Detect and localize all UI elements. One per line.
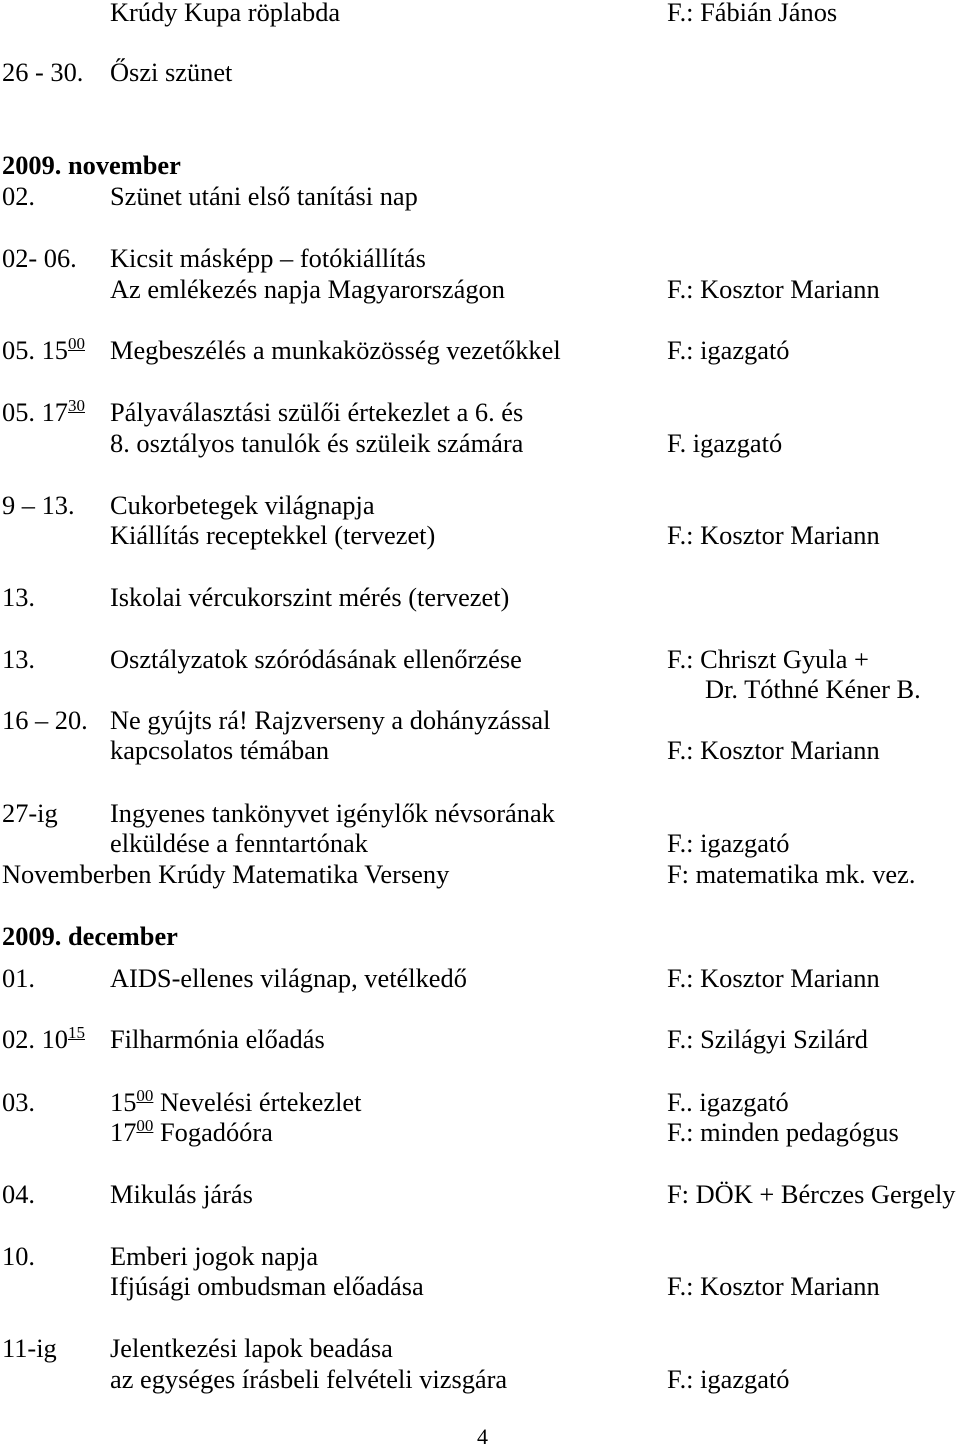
time-superscript: 15: [68, 1023, 85, 1042]
month-heading: 2009. december: [2, 921, 178, 951]
time-superscript: 00: [136, 1086, 154, 1105]
event-text: AIDS-ellenes világnap, vetélkedő: [110, 963, 467, 993]
time-text: 17: [110, 1117, 137, 1147]
event-text: Pályaválasztási szülői értekezlet a 6. és: [110, 397, 524, 427]
event-text: Őszi szünet: [110, 57, 233, 87]
date-time: [2, 397, 85, 431]
date-text: 13.: [2, 582, 35, 612]
event-text: Ne gyújts rá! Rajzverseny a dohányzással: [110, 705, 551, 735]
responsible-text: Dr. Tóthné Kéner B.: [705, 674, 921, 704]
event-text: Megbeszélés a munkaközösség vezetőkkel: [110, 335, 561, 365]
date-text: 01.: [2, 963, 35, 993]
date-text: 03.: [2, 1087, 35, 1117]
event-text: Kiállítás receptekkel (tervezet): [110, 520, 436, 550]
event-text: kapcsolatos témában: [110, 735, 330, 765]
event-text: Kicsit másképp – fotókiállítás: [110, 243, 426, 273]
event-text: Emberi jogok napja: [110, 1241, 319, 1271]
date-text: 10.: [2, 1241, 35, 1271]
event-text: Krúdy Kupa röplabda: [110, 0, 341, 27]
date-time: [2, 335, 85, 369]
responsible-text: F.: Kosztor Mariann: [667, 1271, 880, 1301]
responsible-text: F.: Kosztor Mariann: [667, 274, 880, 304]
responsible-text: F.. igazgató: [667, 1087, 789, 1117]
date-text: 02.: [2, 1024, 35, 1054]
responsible-text: F: matematika mk. vez.: [667, 859, 916, 889]
date-text: 27-ig: [2, 798, 58, 828]
event-text: Mikulás járás: [110, 1179, 253, 1209]
page-number: 4: [477, 1424, 488, 1449]
time-text: 10: [41, 1024, 68, 1054]
event-text: Nevelési értekezlet: [160, 1087, 362, 1117]
event-text: Cukorbetegek világnapja: [110, 490, 375, 520]
time-superscript: 30: [68, 396, 85, 415]
time-superscript: 00: [136, 1116, 154, 1135]
time-text: 15: [110, 1087, 137, 1117]
date-text: 04.: [2, 1179, 35, 1209]
time-text: 17: [41, 397, 68, 427]
date-text: 11-ig: [2, 1333, 57, 1363]
time-superscript: 00: [68, 334, 85, 353]
date-text: 02- 06.: [2, 243, 77, 273]
responsible-text: F: DÖK + Bérczes Gergely: [667, 1179, 956, 1209]
date-text: 13.: [2, 644, 35, 674]
date-text: 05.: [2, 335, 35, 365]
date-time: [2, 1024, 85, 1058]
responsible-text: F.: Kosztor Mariann: [667, 735, 880, 765]
responsible-text: F.: minden pedagógus: [667, 1117, 899, 1147]
month-heading: 2009. november: [2, 150, 181, 180]
event-text: Ifjúsági ombudsman előadása: [110, 1271, 424, 1301]
date-text: 16 – 20.: [2, 705, 88, 735]
time-event: [110, 1117, 273, 1151]
event-text: Iskolai vércukorszint mérés (tervezet): [110, 582, 510, 612]
responsible-text: F.: igazgató: [667, 335, 790, 365]
event-text: Fogadóóra: [160, 1117, 273, 1147]
responsible-text: F.: Kosztor Mariann: [667, 963, 880, 993]
responsible-text: F.: Fábián János: [667, 0, 838, 27]
event-text: elküldése a fenntartónak: [110, 828, 368, 858]
event-text: Novemberben Krúdy Matematika Verseny: [2, 859, 450, 889]
date-text: 26 - 30.: [2, 57, 84, 87]
event-text: Osztályzatok szóródásának ellenőrzése: [110, 644, 522, 674]
time-text: 15: [41, 335, 68, 365]
date-text: 9 – 13.: [2, 490, 75, 520]
date-text: 05.: [2, 397, 35, 427]
event-text: 8. osztályos tanulók és szüleik számára: [110, 428, 524, 458]
event-text: Jelentkezési lapok beadása: [110, 1333, 393, 1363]
event-text: Szünet utáni első tanítási nap: [110, 181, 418, 211]
event-text: Filharmónia előadás: [110, 1024, 325, 1054]
responsible-text: F.: igazgató: [667, 1364, 790, 1394]
responsible-text: F.: Chriszt Gyula +: [667, 644, 869, 674]
responsible-text: F.: Kosztor Mariann: [667, 520, 880, 550]
event-text: Ingyenes tankönyvet igénylők névsorának: [110, 798, 555, 828]
responsible-text: F.: igazgató: [667, 828, 790, 858]
event-text: az egységes írásbeli felvételi vizsgára: [110, 1364, 508, 1394]
responsible-text: F.: Szilágyi Szilárd: [667, 1024, 868, 1054]
event-text: Az emlékezés napja Magyarországon: [110, 274, 505, 304]
date-text: 02.: [2, 181, 35, 211]
responsible-text: F. igazgató: [667, 428, 783, 458]
